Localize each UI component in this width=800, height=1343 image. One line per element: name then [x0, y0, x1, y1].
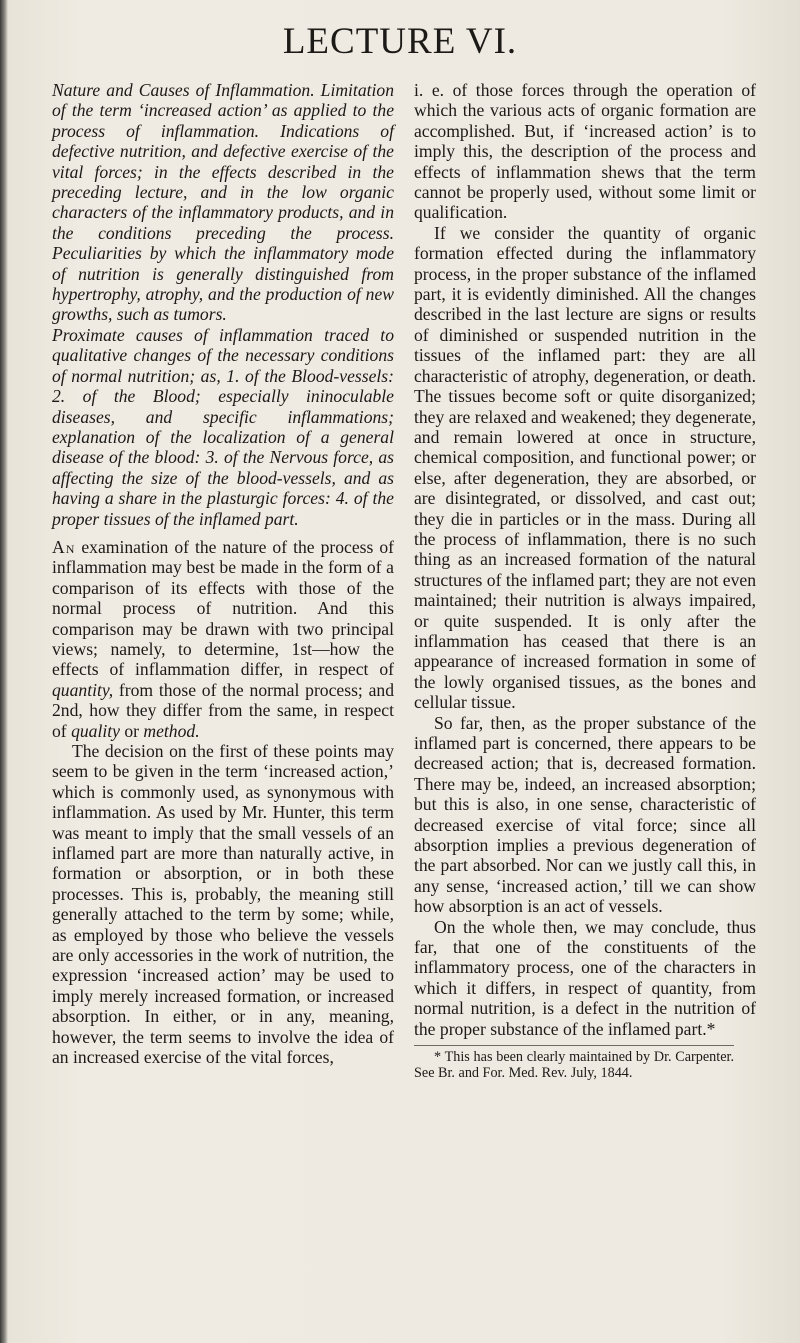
body-paragraph-5: So far, then, as the proper substance of the inflamed part is concerned, there appears to be decreased action; that is, decreased formation. There may be, indeed, an increased absorption; but this is also, in one sense, characteristic of decreased exercise of vital force; since all absorption implies a previous degeneration of the part absorbed. Nor can we justly call this, in any sense, ‘increased action,’ till we can show how absorption is an act of vessels.	[414, 712, 756, 917]
body-paragraph-4: If we consider the quantity of organic formation effected during the inflammatory process, in the proper substance of the inflamed part, it is evidently diminished. All the changes described in the last lecture are signs or results of diminished or suspended nutrition in the tissues of the inflamed part: they are all characteristic of atrophy, degeneration, or death. The tissues become soft or quite disorganized; they are relaxed and weakened; they degenerate, and remain lowered at once in structure, chemical composition, and functional power; or else, after degeneration, they are absorbed, or are disintegrated, or dissolved, and cast out; they die in particles or in the mass. During all the process of inflammation, there is no such thing as an increased formation of the natural structures of the inflamed part; they are not even maintained; their nutrition is always impaired, or quite suspended. It is only after the inflammation has ceased that there is an appearance of increased formation in some of the lowly organised tissues, as the bones and cellular tissue.	[414, 222, 756, 713]
page-edge-shadow	[0, 0, 8, 1343]
body-text: or	[124, 720, 139, 741]
body-paragraph-3: i. e. of those forces through the operation of which the various acts of organic formation are accomplished. But, if ‘increased action’ is to imply this, the description of the process and effects of inflammation shews that the term cannot be properly used, without some limit or qualification.	[414, 80, 756, 223]
chapter-summary	[52, 80, 394, 529]
body-paragraph-6: On the whole then, we may conclude, thus far, that one of the constituents of the inflammatory process, one of the characters in which it differs, in respect of quantity, from normal nutrition, is a defect in the nutrition of the proper substance of the inflamed part.*	[414, 916, 756, 1039]
left-column	[52, 80, 394, 1068]
emphasis-text: quantity,	[52, 679, 114, 700]
emphasis-text: method.	[143, 720, 200, 741]
page-title: LECTURE VI.	[282, 21, 518, 62]
summary-paragraph-2: Proximate causes of inflammation traced to qualitative changes of the necessary conditions of normal nutrition; as, 1. of the Blood-vessels: 2. of the Blood; especially ininoculable diseases, and specific inflammations; explanation of the localization of a general disease of the blood: 3. of the Nervous force, as affecting the size of the blood-vessels, and as having a share in the plasturgic forces: 4. of the proper tissues of the inflamed part.	[52, 324, 394, 529]
right-column	[414, 80, 756, 1081]
footnote: * This has been clearly maintained by Dr. Carpenter. See Br. and For. Med. Rev. July, 1844.	[414, 1045, 734, 1081]
body-paragraph-2: The decision on the first of these points may seem to be given in the term ‘increased action,’ which is commonly used, as synonymous with inflammation. As used by Mr. Hunter, this term was meant to imply that the small vessels of an inflamed part are more than naturally active, in formation or absorption, or in both these processes. This is, probably, the meaning still generally attached to the term by some; while, as employed by those who believe the vessels are only accessories in the work of nutrition, the expression ‘increased action’ may be used to imply merely increased formation, or increased absorption. In either, or in any, meaning, however, the term seems to involve the idea of an increased exercise of the vital forces,	[52, 741, 394, 1068]
body-paragraph-1	[52, 537, 394, 741]
body-text: from those of the normal process; and 2nd, how they differ from the same, in respect of	[52, 679, 394, 741]
summary-paragraph-1: Nature and Causes of Inflammation. Limitation of the term ‘increased action’ as applied to the process of inflammation. Indications of defective nutrition, and defective exercise of the vital forces; in the effects described in the preceding lecture, and in the low organic characters of the inflammatory products, and in the conditions preceding the process. Peculiarities by which the inflammatory mode of nutrition is generally distinguished from hypertrophy, atrophy, and the production of new growths, such as tumors.	[52, 80, 394, 325]
drop-opening-word: An	[52, 536, 76, 557]
emphasis-text: quality	[71, 720, 120, 741]
body-text: examination of the nature of the process of inflammation may best be made in the form of a comparison of its effects with those of the normal process of nutrition. And this comparison may be drawn with two principal views; namely, to determine, 1st—how the effects of inflammation differ, in respect of	[52, 536, 394, 680]
